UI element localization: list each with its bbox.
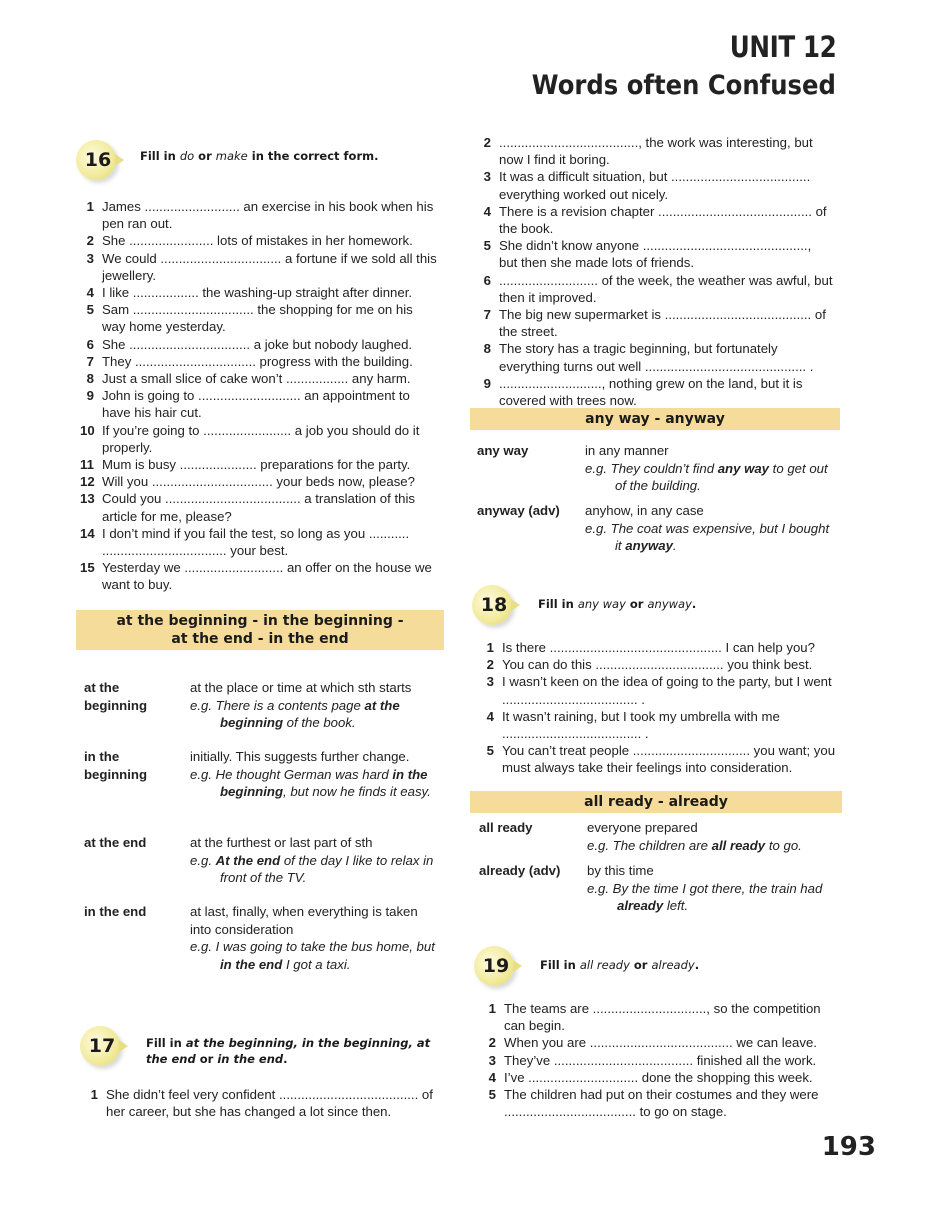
item-number: 15	[80, 560, 95, 576]
item-text: I like .................. the washing-up straight after dinner.	[102, 285, 413, 301]
item-text: The teams are ..............................., so the competition can begin.	[504, 1001, 821, 1034]
item-number: 6	[483, 272, 491, 288]
item-number: 4	[86, 285, 94, 301]
item-number: 4	[486, 708, 494, 724]
exercise-17-list-part1	[84, 1086, 440, 1120]
item-text: You can do this ................................... you think best.	[502, 657, 813, 673]
exercise-item	[477, 375, 833, 409]
section-band-beginning-end: at the beginning - in the beginning - at the end - in the end	[76, 610, 444, 650]
item-number: 2	[86, 233, 94, 249]
item-text: I wasn’t keen on the idea of going to the party, but I went ..................................... .	[502, 674, 832, 707]
item-text: They ................................. progress with the building.	[102, 353, 413, 369]
exercise-item	[80, 336, 438, 353]
item-number: 9	[483, 375, 491, 391]
definition-at-the-beginning: at the place or time at which sth starts e.g. There is a contents page at the beginning of the book.	[190, 680, 412, 730]
term-in-the-end: in the end	[84, 904, 147, 919]
item-text: We could ................................. a fortune if we sold all this jewellery.	[102, 250, 437, 283]
exercise-item	[80, 473, 438, 490]
item-text: Sam ................................. the shopping for me on his way home yesterday.	[102, 302, 413, 335]
item-number: 11	[80, 457, 94, 473]
exercise-item	[482, 1086, 842, 1120]
item-text: You can’t treat people ................................ you want; you must always take their feelings into consideration.	[502, 743, 836, 776]
section-band-all-ready: all ready - already	[470, 791, 842, 813]
term-already: already (adv)	[479, 863, 561, 878]
item-text: Could you ..................................... a translation of this article for me, please?	[102, 491, 415, 524]
exercise-18-list	[480, 639, 842, 777]
item-text: John is going to ............................ an appointment to have his hair cut.	[102, 388, 410, 421]
exercise-item	[477, 237, 833, 271]
exercise-item	[80, 387, 438, 421]
item-text: It wasn’t raining, but I took my umbrella with me ...................................... .	[502, 708, 780, 742]
exercise-item	[80, 250, 438, 284]
exercise-18-instruction: Fill in any way or anyway.	[538, 597, 697, 611]
exercise-item	[480, 742, 842, 776]
item-text: Will you ................................. your beds now, please?	[102, 474, 415, 490]
exercise-item	[80, 370, 438, 387]
item-number: 12	[80, 474, 95, 490]
item-text: They’ve ...................................... finished all the work.	[504, 1052, 817, 1068]
definition-anyway: anyhow, in any case e.g. The coat was expensive, but I bought it anyway.	[585, 503, 830, 553]
exercise-item	[480, 673, 842, 707]
item-text: Is there ............................................... I can help you?	[502, 640, 815, 655]
definition-any-way: in any manner e.g. They couldn’t find any way to get out of the building.	[585, 443, 828, 493]
item-text: I’ve .............................. done the shopping this week.	[504, 1069, 813, 1085]
item-number: 5	[86, 302, 94, 318]
exercise-item	[480, 639, 842, 656]
item-number: 7	[483, 307, 491, 323]
exercise-item	[482, 1034, 842, 1051]
exercise-17-badge: 17	[80, 1026, 120, 1066]
definition-at-the-end: at the furthest or last part of sth e.g. At the end of the day I like to relax in front of the TV.	[190, 835, 434, 885]
exercise-item	[482, 1000, 842, 1034]
exercise-16-list	[80, 198, 438, 594]
exercise-17-instruction: Fill in at the beginning, in the beginning, at the end or in the end.	[146, 1036, 431, 1066]
exercise-item	[482, 1069, 842, 1086]
term-anyway: anyway (adv)	[477, 503, 560, 518]
exercise-item	[477, 168, 833, 202]
term-at-the-end: at the end	[84, 835, 147, 850]
item-text: James .......................... an exercise in his book when his pen ran out.	[102, 199, 434, 232]
item-text: When you are ....................................... we can leave.	[504, 1035, 817, 1051]
item-number: 2	[488, 1035, 496, 1051]
exercise-item	[80, 198, 438, 232]
exercise-item	[80, 353, 438, 370]
item-text: She ....................... lots of mistakes in her homework.	[102, 233, 413, 249]
item-text: I don’t mind if you fail the test, so long as you ........... .................................. your best.	[102, 525, 410, 559]
exercise-16-instruction: Fill in do or make in the correct form.	[140, 149, 379, 163]
exercise-item	[80, 284, 438, 301]
item-text: The children had put on their costumes and they were .................................... to go on stage.	[504, 1087, 819, 1120]
exercise-item	[477, 340, 833, 374]
exercise-item	[80, 525, 438, 559]
definition-in-the-beginning: initially. This suggests further change. e.g. He thought German was hard in the beginning, but now he finds it easy.	[190, 749, 431, 799]
exercise-item	[482, 1052, 842, 1069]
item-number: 3	[488, 1052, 496, 1068]
exercise-item	[80, 559, 438, 593]
exercise-item	[477, 306, 833, 340]
item-text: She ................................. a joke but nobody laughed.	[102, 336, 413, 352]
definition-in-the-end: at last, finally, when everything is taken into consideration e.g. I was going to take the bus home, but in the end I got a taxi.	[190, 904, 435, 972]
exercise-item	[480, 656, 842, 673]
item-number: 4	[483, 203, 491, 219]
item-text: If you’re going to ........................ a job you should do it properly.	[102, 422, 420, 455]
item-number: 2	[486, 657, 494, 673]
item-text: Just a small slice of cake won’t ................. any harm.	[102, 371, 411, 387]
item-number: 7	[86, 353, 94, 369]
exercise-item	[80, 490, 438, 524]
item-number: 1	[486, 640, 494, 655]
exercise-18-badge: 18	[472, 585, 512, 625]
exercise-item	[477, 203, 833, 237]
exercise-item	[80, 301, 438, 335]
item-number: 1	[86, 199, 94, 214]
item-number: 5	[483, 238, 491, 254]
item-number: 3	[486, 674, 494, 690]
item-text: She didn’t feel very confident ...................................... of her career, but she has changed a lot since then.	[106, 1087, 433, 1120]
item-text: The big new supermarket is ........................................ of the street.	[499, 307, 826, 340]
exercise-item	[84, 1086, 440, 1120]
item-number: 8	[86, 371, 94, 387]
exercise-item	[480, 708, 842, 742]
exercise-item	[80, 422, 438, 456]
item-number: 5	[486, 743, 494, 759]
exercise-item	[477, 134, 833, 168]
item-number: 10	[80, 422, 95, 438]
exercise-item	[80, 456, 438, 473]
item-text: Mum is busy ..................... preparations for the party.	[102, 457, 411, 473]
item-number: 3	[86, 250, 94, 266]
page-number: 193	[821, 1132, 876, 1162]
item-number: 8	[483, 341, 491, 357]
exercise-19-instruction: Fill in all ready or already.	[540, 958, 700, 972]
item-text: ......................................, the work was interesting, but now I find it boring.	[499, 135, 813, 168]
item-text: ............................, nothing grew on the land, but it is covered with trees now.	[499, 375, 803, 409]
exercise-17-list-part2	[477, 134, 833, 409]
item-number: 6	[86, 336, 94, 352]
item-number: 4	[488, 1069, 496, 1085]
term-in-the-beginning: in the beginning	[84, 749, 147, 782]
definition-already: by this time e.g. By the time I got there, the train had already left.	[587, 863, 823, 913]
definition-all-ready: everyone prepared e.g. The children are all ready to go.	[587, 820, 802, 853]
exercise-item	[477, 272, 833, 306]
item-text: She didn’t know anyone ............................................., but then she made lots of friends.	[499, 238, 812, 271]
item-number: 9	[86, 388, 94, 404]
exercise-16-badge: 16	[76, 140, 116, 180]
item-number: 1	[488, 1001, 496, 1016]
term-at-the-beginning: at the beginning	[84, 680, 147, 713]
item-number: 14	[80, 525, 95, 541]
item-number: 1	[90, 1087, 98, 1102]
item-number: 2	[483, 135, 491, 150]
exercise-19-badge: 19	[474, 946, 514, 986]
item-number: 5	[488, 1087, 496, 1103]
item-text: The story has a tragic beginning, but fortunately everything turns out well ............................................ .	[499, 341, 814, 374]
unit-label: UNIT 12	[729, 30, 836, 64]
item-number: 13	[80, 491, 95, 507]
exercise-19-list	[482, 1000, 842, 1120]
item-text: There is a revision chapter .......................................... of the book.	[499, 203, 827, 237]
exercise-item	[80, 232, 438, 249]
term-any-way: any way	[477, 443, 529, 458]
section-band-any-way: any way - anyway	[470, 408, 840, 430]
item-text: It was a difficult situation, but ...................................... everything worked out nicely.	[499, 169, 811, 202]
term-all-ready: all ready	[479, 820, 533, 835]
item-text: Yesterday we ........................... an offer on the house we want to buy.	[102, 560, 432, 593]
item-number: 3	[483, 169, 491, 185]
unit-title: Words often Confused	[531, 70, 836, 101]
item-text: ........................... of the week, the weather was awful, but then it improved.	[499, 272, 833, 305]
